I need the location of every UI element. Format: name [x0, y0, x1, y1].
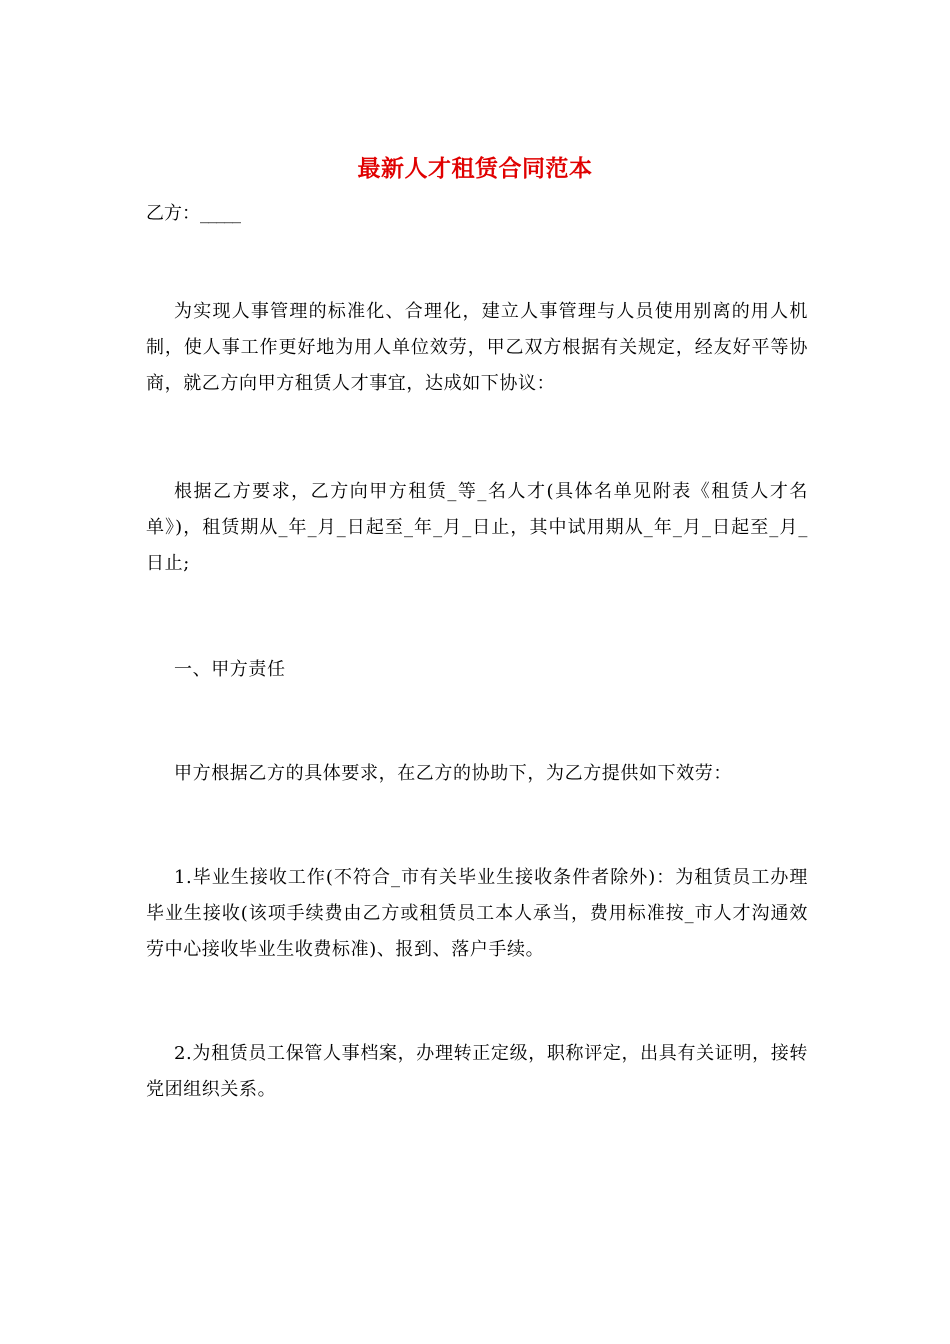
section-heading-party-a: 一、甲方责任 [174, 659, 286, 680]
party-b-label: 乙方： [146, 203, 200, 224]
intro-paragraph: 为实现人事管理的标准化、合理化，建立人事管理与人员使用别离的用人机制，使人事工作更好地为用人单位效劳，甲乙双方根据有关规定，经友好平等协商，就乙方向甲方租赁人才事宜，达成如下协议： [146, 301, 808, 394]
service-item-2: 2.为租赁员工保管人事档案，办理转正定级，职称评定，出具有关证明，接转党团组织关系。 [146, 1043, 808, 1100]
party-a-services-intro: 甲方根据乙方的具体要求，在乙方的协助下，为乙方提供如下效劳： [174, 763, 732, 784]
rental-terms-paragraph: 根据乙方要求，乙方向甲方租赁_等_名人才(具体名单见附表《租赁人才名单》)，租赁期从_年_月_日起至_年_月_日止，其中试用期从_年_月_日起至_月_日止; [146, 481, 808, 574]
service-item-1: 1.毕业生接收工作(不符合_市有关毕业生接收条件者除外)：为租赁员工办理毕业生接收(该项手续费由乙方或租赁员工本人承当，费用标准按_市人才沟通效劳中心接收毕业生收费标准)、报到、落户手续。 [146, 867, 808, 960]
document-title: 最新人才租赁合同范本 [357, 155, 593, 182]
party-b-blank: _____ [200, 203, 240, 224]
party-b-line [146, 200, 240, 228]
